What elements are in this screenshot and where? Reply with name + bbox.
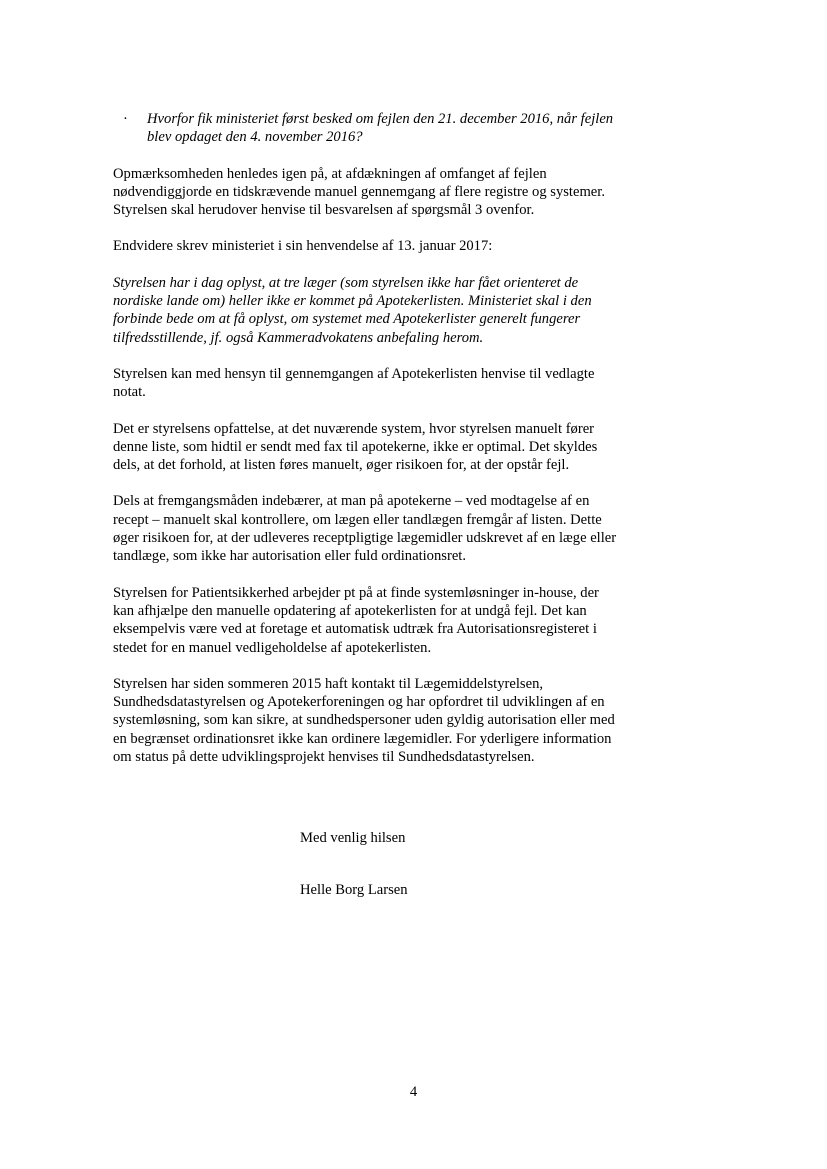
question-bullet-item (113, 110, 623, 147)
paragraph-development-project: Styrelsen har siden sommeren 2015 haft kontakt til Lægemiddelstyrelsen, Sundhedsdatastyrelsen og Apotekerforeningen og har opfordret til udviklingen af en systemløsning, som kan sikre, at sundhedspersoner uden gyldig autorisation eller med en begrænset ordinationsret ikke kan ordinere lægemidler. For yderligere information om status på dette udviklingsprojekt henvises til Sundhedsdatastyrelsen. (113, 675, 615, 766)
paragraph-ministry-inquiry-intro: Endvidere skrev ministeriet i sin henvendelse af 13. januar 2017: (113, 238, 493, 255)
paragraph-system-solutions: Styrelsen for Patientsikkerhed arbejder pt på at finde systemløsninger in-house, der kan afhjælpe den manuelle opdatering af apotekerlisten for at undgå fejl. Det kan eksempelvis være ved at foretage et automatisk udtræk fra Autorisationsregisteret i stedet for en manuel vedligeholdelse af apotekerlisten. (113, 584, 599, 656)
closing-greeting: Med venlig hilsen (300, 830, 406, 846)
paragraph-attached-note: Styrelsen kan med hensyn til gennemgangen af Apotekerlisten henvise til vedlagte notat. (113, 365, 595, 401)
bullet-mark: · (123, 111, 128, 127)
paragraph-manual-control: Dels at fremgangsmåden indebærer, at man på apotekerne – ved modtagelse af en recept – manuelt skal kontrollere, om lægen eller tandlægen fremgår af listen. Dette øger risikoen for, at der udleveres receptpligtige lægemidler udskrevet af en læge eller tandlæge, som ikke har autorisation eller fuld ordinationsret. (113, 493, 617, 565)
signature-name: Helle Borg Larsen (300, 882, 408, 898)
paragraph-ministry-quote: Styrelsen har i dag oplyst, at tre læger (som styrelsen ikke har fået orienteret de nordiske lande om) heller ikke er kommet på Apotekerlisten. Ministeriet skal i den forbinde bede om at få oplyst, om systemet med Apotekerlister generelt fungerer tilfredsstillende, jf. også Kammeradvokatens anbefaling herom. (113, 274, 592, 346)
question-text: Hvorfor fik ministeriet først besked om fejlen den 21. december 2016, når fejlen blev opdaget den 4. november 2016? (147, 111, 614, 146)
page-number-container (0, 1084, 827, 1101)
letter-body (113, 110, 623, 784)
page-number: 4 (409, 1084, 418, 1100)
paragraph-current-system: Det er styrelsens opfattelse, at det nuværende system, hvor styrelsen manuelt fører denne liste, som hidtil er sendt med fax til apotekerne, ikke er optimal. Det skyldes dels, at det forhold, at listen føres manuelt, øger risikoen for, at der opstår fejl. (113, 420, 598, 474)
paragraph-scope-of-error: Opmærksomheden henledes igen på, at afdækningen af omfanget af fejlen nødvendiggjorde en tidskrævende manuel gennemgang af flere registre og systemer. Styrelsen skal herudover henvise til besvarelsen af spørgsmål 3 ovenfor. (113, 165, 605, 219)
